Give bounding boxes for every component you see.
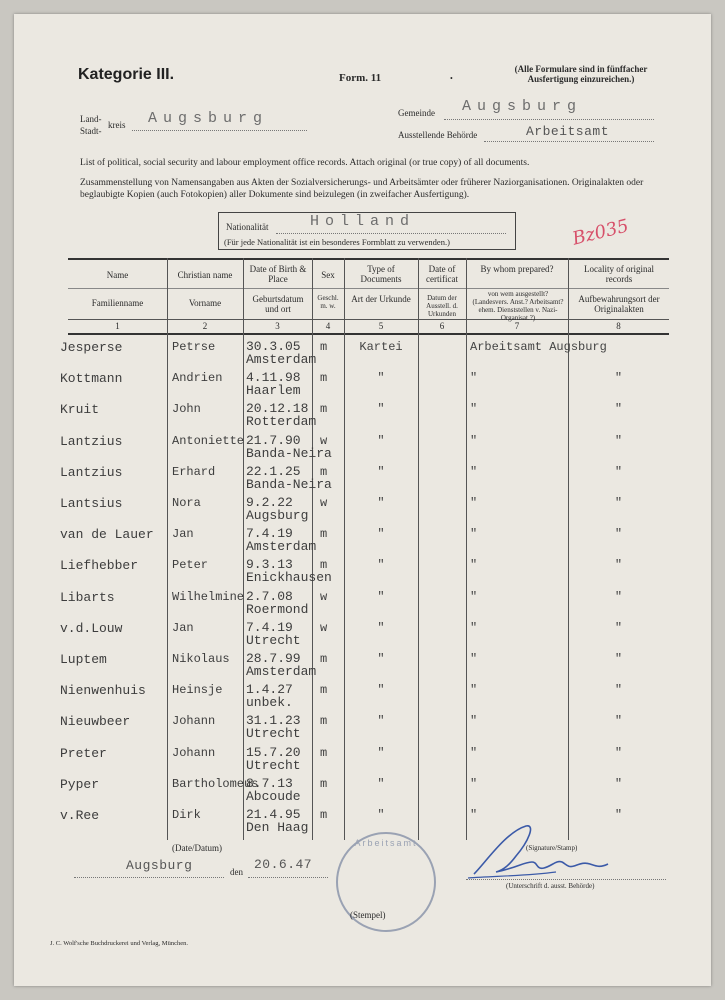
record-locality: ": [614, 808, 623, 822]
nationality-value: Holland: [310, 213, 416, 230]
printer-imprint: J. C. Wolf'sche Buchdruckerei und Verlag, München.: [50, 940, 188, 947]
col-header-en-3: Date of Birth & Place: [249, 264, 307, 284]
birth-place: Utrecht: [246, 632, 301, 648]
first-name: Jan: [172, 527, 194, 542]
family-name: Preter: [60, 745, 107, 761]
first-name: Andrien: [172, 371, 223, 386]
birth-date: 30.3.05: [246, 339, 301, 354]
record-locality: ": [614, 776, 623, 791]
handwritten-signature: [466, 822, 626, 882]
sex: m: [320, 558, 328, 573]
sex: w: [320, 620, 328, 635]
kreis-value: Augsburg: [148, 110, 269, 127]
birth-date: 31.1.23: [246, 713, 301, 729]
category-title: Kategorie III.: [78, 66, 175, 83]
record-locality: ": [614, 652, 623, 666]
signature-stamp-label: (Signature/Stamp): [526, 844, 578, 852]
sex: m: [320, 527, 328, 542]
birth-place: Utrecht: [246, 726, 301, 742]
birth-place: Augsburg: [246, 508, 309, 523]
col-num-8: 8: [616, 321, 621, 331]
birth-date: 8.7.13: [246, 775, 293, 791]
document-type: ": [377, 558, 385, 573]
first-name: Johann: [172, 745, 216, 760]
prepared-by: ": [470, 527, 478, 542]
sex: m: [320, 745, 328, 760]
document-type: ": [377, 527, 385, 542]
document-type: ": [377, 371, 385, 386]
birth-place: Amsterdam: [246, 664, 317, 679]
birth-place: Utrecht: [246, 757, 301, 773]
sex: m: [320, 652, 328, 666]
behoerde-line: [484, 140, 654, 142]
stamp-label: (Stempel): [350, 910, 386, 920]
col-header-de-3: Geburtsdatum und ort: [252, 294, 304, 314]
birth-date: 2.7.08: [246, 588, 293, 604]
family-name: Liefhebber: [60, 558, 139, 574]
prepared-by: ": [470, 652, 478, 666]
family-name: Jesperse: [60, 340, 123, 355]
sex: m: [320, 464, 328, 479]
family-name: Nienwenhuis: [60, 683, 146, 699]
prepared-by: ": [470, 776, 478, 791]
birth-place: Banda-Neira: [246, 476, 332, 492]
document-type: ": [377, 683, 385, 698]
first-name: Dirk: [172, 808, 201, 822]
birth-date: 20.12.18: [246, 401, 309, 417]
col-num-3: 3: [275, 321, 280, 331]
prepared-by: ": [470, 371, 478, 386]
col-header-de-5: Art der Urkunde: [351, 294, 411, 304]
form-page: [14, 14, 711, 986]
sex: w: [320, 496, 328, 510]
col-header-de-7: von wem ausgestellt? (Landesvers. Anst.? Arbeitsamt? ehem. Dienststellen v. Nazi-Organisat.?): [472, 290, 564, 322]
kreis-line: [132, 129, 307, 131]
first-name: Erhard: [172, 464, 216, 479]
family-name: Lantzius: [60, 464, 123, 480]
birth-place: Banda-Neira: [246, 445, 332, 461]
col-num-6: 6: [439, 321, 445, 331]
intro-english: List of political, social security and labour employment office records. Attach original (or true copy) of all documents.: [80, 158, 530, 168]
first-name: Nora: [172, 496, 201, 510]
document-type: ": [377, 714, 385, 729]
record-locality: ": [614, 496, 623, 510]
document-type: ": [377, 745, 385, 760]
birth-place: Haarlem: [246, 383, 301, 399]
sex: m: [320, 808, 328, 822]
birth-date: 4.11.98: [246, 370, 301, 386]
date-line: [248, 876, 328, 878]
birth-date: 7.4.19: [246, 526, 293, 542]
sex: m: [320, 714, 328, 729]
prepared-by: ": [470, 558, 478, 573]
prepared-by: ": [470, 433, 478, 448]
prepared-by: ": [470, 714, 478, 729]
bullet: •: [450, 74, 453, 83]
first-name: Nikolaus: [172, 652, 230, 666]
prepared-by: ": [470, 464, 478, 479]
prepared-by: ": [470, 808, 478, 822]
prepared-by: Arbeitsamt Augsburg: [470, 340, 607, 354]
col-num-5: 5: [378, 321, 384, 331]
record-locality: ": [614, 683, 623, 698]
record-locality: ": [614, 589, 623, 604]
signature-line: [466, 878, 666, 880]
birth-date: 21.7.90: [246, 432, 301, 448]
stadtkreis-label: Stadt-: [80, 126, 102, 136]
first-name: Jan: [172, 620, 194, 635]
sex: m: [320, 683, 328, 698]
family-name: Kottmann: [60, 371, 123, 387]
first-name: Petrse: [172, 340, 216, 354]
col-header-en-2: Christian name: [177, 270, 233, 280]
birth-place: unbek.: [246, 695, 293, 711]
col-num-7: 7: [514, 321, 520, 331]
sex: m: [320, 371, 328, 386]
place-line: [74, 876, 224, 878]
record-locality: ": [614, 745, 623, 760]
nationality-label: Nationalität: [226, 222, 269, 232]
sex: m: [320, 402, 328, 417]
family-name: v.Ree: [60, 808, 100, 823]
record-locality: ": [614, 558, 623, 573]
gemeinde-value: Augsburg: [462, 98, 583, 115]
col-header-de-4: Geschl. m. w.: [317, 294, 339, 310]
kreis-label: kreis: [108, 120, 126, 130]
submission-instruction: (Alle Formulare sind in fünffacher Ausfertigung einzureichen.): [514, 64, 648, 84]
col-header-de-2: Vorname: [188, 298, 222, 308]
record-locality: ": [614, 402, 623, 417]
intro-german: Zusammenstellung von Namensangaben aus Akten der Sozialversicherungs- und Arbeitsämter oder früherer Naziorganisationen. Originalakten oder beglaubigte Kopien (auch Fotokopien) aller Dokumente sind beizulegen (in zweifacher Ausfertigung).: [80, 178, 644, 200]
col-header-de-1: Familienname: [91, 298, 144, 308]
birth-place: Amsterdam: [246, 352, 317, 367]
prepared-by: ": [470, 620, 478, 635]
document-type: ": [377, 589, 385, 604]
family-name: van de Lauer: [60, 527, 154, 543]
sex: w: [320, 589, 328, 604]
record-locality: ": [614, 714, 623, 729]
document-type: ": [377, 496, 385, 510]
form-number: Form. 11: [339, 72, 382, 84]
birth-date: 9.2.22: [246, 495, 293, 510]
family-name: Lantsius: [60, 496, 123, 511]
birth-place: Rotterdam: [246, 414, 317, 430]
birth-place: Enickhausen: [246, 570, 332, 586]
prepared-by: ": [470, 683, 478, 698]
record-locality: ": [614, 464, 623, 479]
record-locality: ": [614, 433, 623, 448]
document-type: ": [377, 464, 385, 479]
first-name: John: [172, 402, 201, 417]
birth-date: 7.4.19: [246, 619, 293, 635]
gemeinde-label: Gemeinde: [398, 108, 435, 118]
first-name: Bartholomeus: [172, 776, 259, 791]
prepared-by: ": [470, 402, 478, 417]
nationality-line: [276, 232, 506, 234]
behoerde-value: Arbeitsamt: [526, 124, 610, 139]
table-top-border: [68, 258, 669, 260]
birth-date: 9.3.13: [246, 557, 293, 573]
birth-place: Abcoude: [246, 788, 301, 804]
family-name: Kruit: [60, 402, 100, 418]
col-header-en-5: Type of Documents: [360, 264, 402, 284]
record-locality: ": [614, 620, 623, 635]
document-type: ": [377, 776, 385, 791]
gemeinde-line: [444, 118, 654, 120]
col-header-en-1: Name: [106, 270, 129, 280]
header-divider: [68, 288, 669, 289]
birth-date: 15.7.20: [246, 744, 301, 760]
family-name: Luptem: [60, 652, 107, 667]
family-name: Pyper: [60, 776, 100, 792]
col-num-2: 2: [202, 321, 208, 331]
first-name: Antoniette: [172, 433, 245, 448]
birth-place: Den Haag: [246, 820, 309, 835]
family-name: v.d.Louw: [60, 620, 123, 636]
first-name: Peter: [172, 558, 209, 573]
num-top-border: [68, 319, 669, 320]
family-name: Lantzius: [60, 433, 123, 449]
date-label: (Date/Datum): [172, 843, 222, 853]
birth-date: 22.1.25: [246, 463, 301, 479]
date-value: 20.6.47: [254, 857, 313, 872]
sex: w: [320, 433, 328, 448]
birth-date: 21.4.95: [246, 807, 301, 822]
behoerde-label: Ausstellende Behörde: [398, 130, 478, 140]
col-header-de-8: Aufbewahrungsort der Originalakten: [578, 294, 660, 314]
family-name: Nieuwbeer: [60, 714, 131, 730]
record-locality: ": [614, 371, 623, 386]
document-type: Kartei: [359, 340, 403, 354]
landkreis-label: Land-: [80, 114, 102, 124]
den-label: den: [230, 867, 243, 877]
col-header-de-6: Datum der Ausstell. d. Urkunden: [426, 294, 458, 318]
document-type: ": [377, 652, 385, 666]
col-header-en-4: Sex: [321, 270, 335, 280]
prepared-by: ": [470, 589, 478, 604]
col-header-en-8: Locality of original records: [584, 264, 654, 284]
col-header-en-6: Date of certificat: [426, 264, 458, 284]
stamp-text: Arbeitsamt: [354, 838, 418, 848]
family-name: Libarts: [60, 589, 115, 605]
record-locality: ": [614, 527, 623, 542]
document-type: ": [377, 433, 385, 448]
col-header-en-7: By whom prepared?: [480, 264, 554, 274]
document-type: ": [377, 620, 385, 635]
nationality-note: (Für jede Nationalität ist ein besonderes Formblatt zu verwenden.): [224, 237, 450, 247]
prepared-by: ": [470, 745, 478, 760]
sex: m: [320, 776, 328, 791]
red-handwritten-mark: Bz035: [570, 215, 631, 250]
document-type: ": [377, 808, 385, 822]
num-bottom-border: [68, 333, 669, 335]
place-value: Augsburg: [126, 858, 193, 873]
birth-date: 28.7.99: [246, 651, 301, 666]
birth-place: Roermond: [246, 601, 309, 617]
document-type: ": [377, 402, 385, 417]
sex: m: [320, 340, 328, 354]
first-name: Heinsje: [172, 683, 223, 698]
prepared-by: ": [470, 496, 478, 510]
first-name: Johann: [172, 714, 216, 729]
first-name: Wilhelmine: [172, 589, 245, 604]
signature-label: (Unterschrift d. ausst. Behörde): [506, 882, 595, 890]
birth-place: Amsterdam: [246, 539, 317, 555]
col-num-4: 4: [325, 321, 331, 331]
birth-date: 1.4.27: [246, 682, 293, 698]
col-num-1: 1: [115, 321, 120, 331]
